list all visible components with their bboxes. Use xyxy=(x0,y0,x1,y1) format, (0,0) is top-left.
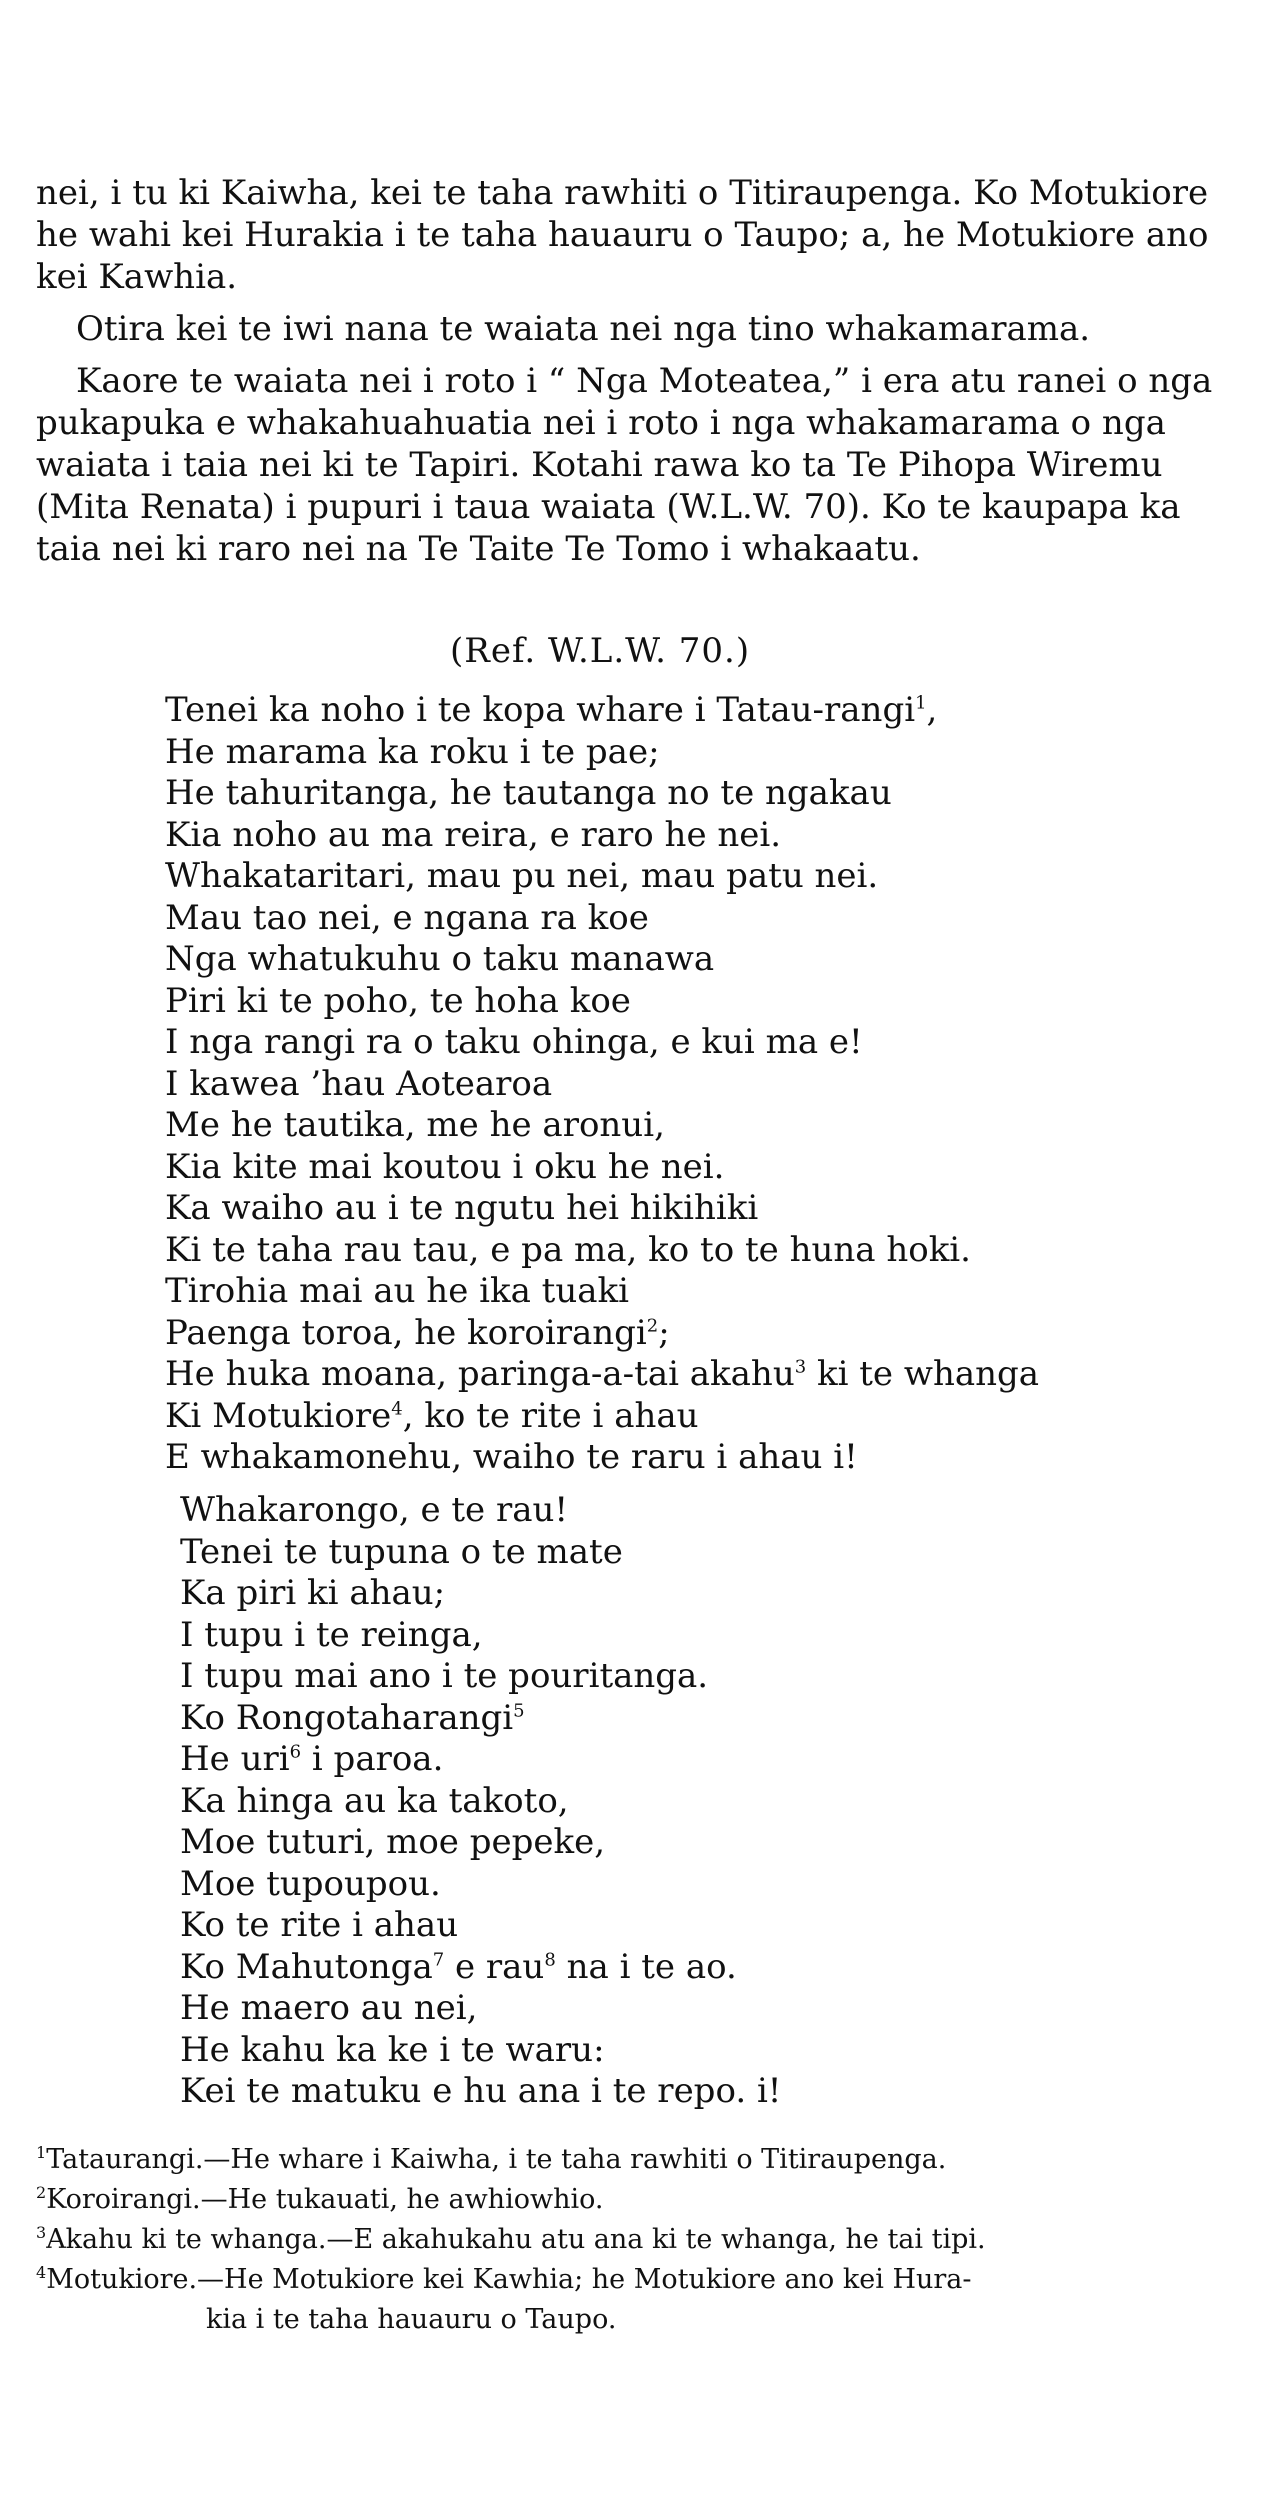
poem-line xyxy=(165,773,1215,815)
poem-line xyxy=(180,1905,1230,1947)
poem-line xyxy=(180,2071,1230,2113)
poem-line-text: I tupu mai ano i te pouritanga. xyxy=(180,1656,709,1696)
poem-line-text: E whakamonehu, waiho te raru i ahau i! xyxy=(165,1437,858,1477)
poem-line xyxy=(180,1988,1230,2030)
poem-line xyxy=(180,1698,1230,1740)
poem-line-text: Ko Mahutonga xyxy=(180,1946,433,1987)
poem-line xyxy=(180,1490,1230,1532)
poem-line xyxy=(165,1147,1215,1189)
poem-line-text: I tupu i te reinga, xyxy=(180,1614,483,1655)
footnote-reference: 8 xyxy=(544,1949,556,1971)
poem-line-text: I kawea ’hau Aotearoa xyxy=(165,1063,553,1104)
poem-line xyxy=(180,1864,1230,1906)
poem-line xyxy=(165,1188,1215,1230)
poem-line xyxy=(165,1354,1215,1396)
poem-line xyxy=(165,898,1215,940)
poem-line-text: He marama ka roku i te pae; xyxy=(165,731,660,772)
footnote-reference: 2 xyxy=(646,1315,659,1337)
footnote-marker: 3 xyxy=(36,2223,47,2242)
poem-line xyxy=(165,732,1215,774)
poem-line xyxy=(165,1437,1215,1479)
footnote-text-continued: kia i te taha hauauru o Taupo. xyxy=(206,2304,617,2335)
poem-line-text: Nga whatukuhu o taku manawa xyxy=(165,939,715,979)
footnote-marker: 1 xyxy=(36,2143,47,2162)
poem-line xyxy=(165,856,1215,898)
poem-line xyxy=(165,1396,1215,1438)
footnote-text: Akahu ki te whanga.—E akahukahu atu ana ki te whanga, he tai tipi. xyxy=(46,2224,986,2255)
poem-line xyxy=(165,1022,1215,1064)
poem-line xyxy=(180,1615,1230,1657)
footnotes xyxy=(36,2140,1236,2340)
poem-stanza-1 xyxy=(165,690,1215,1479)
footnote-item xyxy=(36,2140,1236,2180)
intro-paragraph-1: nei, i tu ki Kaiwha, kei te taha rawhiti o Titiraupenga. Ko Motukiore he wahi kei Hurakia i te taha hauauru o Taupo; a, he Motukiore ano kei Kawhia. xyxy=(36,173,1209,297)
poem-line-text: Whakarongo, e te rau! xyxy=(180,1490,569,1530)
poem-line xyxy=(180,2030,1230,2072)
poem-line-text: Ka hinga au ka takoto, xyxy=(180,1780,569,1821)
poem-line-text: Moe tupoupou. xyxy=(180,1863,441,1904)
poem-line-text: He maero au nei, xyxy=(180,1988,478,2028)
footnote-item xyxy=(36,2180,1236,2220)
poem-line-text: Kia noho au ma reira, e raro he nei. xyxy=(165,814,782,855)
poem-line xyxy=(180,1739,1230,1781)
intro-text xyxy=(36,172,1226,580)
poem-line-text: He huka moana, paringa-a-tai akahu xyxy=(165,1354,795,1394)
poem-line-text: Tirohia mai au he ika tuaki xyxy=(165,1271,629,1311)
poem-line-text: He tahuritanga, he tautanga no te ngakau xyxy=(165,773,892,813)
footnote-text: Koroirangi.—He tukauati, he awhiowhio. xyxy=(46,2184,604,2215)
footnote-reference: 5 xyxy=(513,1700,525,1722)
poem-line xyxy=(165,1230,1215,1272)
poem-line-text-continued: , xyxy=(926,690,938,730)
footnote-item xyxy=(36,2220,1236,2260)
intro-paragraph-3: Kaore te waiata nei i roto i “ Nga Moteatea,” i era atu ranei o nga pukapuka e whakahuahuatia nei i roto i nga whakamarama o nga waiata i taia nei ki te Tapiri. Kotahi rawa ko ta Te Pihopa Wiremu (Mita Renata) i pupuri i taua waiata (W.L.W. 70). Ko te kaupapa ka taia nei ki raro nei na Te Taite Te Tomo i whakaatu. xyxy=(36,361,1213,569)
intro-paragraph-2: Otira kei te iwi nana te waiata nei nga tino whakamarama. xyxy=(76,309,1091,349)
footnote-reference: 3 xyxy=(794,1356,807,1378)
poem-line xyxy=(165,1271,1215,1313)
poem-line-text: Mau tao nei, e ngana ra koe xyxy=(165,897,649,938)
poem-line xyxy=(180,1947,1230,1989)
footnote-marker: 4 xyxy=(36,2263,47,2282)
poem-line-text-continued: , ko te rite i ahau xyxy=(402,1395,699,1436)
poem-line-text: Moe tuturi, moe pepeke, xyxy=(180,1822,606,1862)
poem-line xyxy=(165,981,1215,1023)
footnote-reference: 7 xyxy=(432,1949,445,1971)
poem-line-text: Paenga toroa, he koroirangi xyxy=(165,1312,647,1353)
poem-line-text: Tenei te tupuna o te mate xyxy=(180,1531,623,1572)
poem-line-text-continued: na i te ao. xyxy=(555,1946,737,1987)
poem-line-text: Me he tautika, me he aronui, xyxy=(165,1105,665,1145)
footnote-text: Tataurangi.—He whare i Kaiwha, i te taha rawhiti o Titiraupenga. xyxy=(46,2144,947,2175)
footnote-reference: 1 xyxy=(915,692,927,714)
poem-line-text: Tenei ka noho i te kopa whare i Tatau-rangi xyxy=(165,690,916,730)
poem-line xyxy=(165,690,1215,732)
poem-line xyxy=(180,1532,1230,1574)
poem-line-text-continued: ; xyxy=(658,1312,670,1353)
poem-line xyxy=(180,1573,1230,1615)
poem-line-text: Ki te taha rau tau, e pa ma, ko to te huna hoki. xyxy=(165,1229,971,1270)
footnote-marker: 2 xyxy=(36,2183,47,2202)
poem-line xyxy=(180,1781,1230,1823)
poem-line-text: He uri xyxy=(180,1739,290,1779)
footnote-item xyxy=(36,2260,1236,2340)
poem-line-text: I nga rangi ra o taku ohinga, e kui ma e! xyxy=(165,1022,863,1062)
poem-stanza-2 xyxy=(180,1490,1230,2113)
poem-line xyxy=(165,1064,1215,1106)
poem-line-text: Kia kite mai koutou i oku he nei. xyxy=(165,1146,725,1187)
footnote-text: Motukiore.—He Motukiore kei Kawhia; he Motukiore ano kei Hura- xyxy=(46,2264,972,2295)
poem-line-text: Piri ki te poho, te hoha koe xyxy=(165,980,631,1021)
poem-line xyxy=(165,1313,1215,1355)
footnote-reference: 6 xyxy=(289,1741,302,1763)
poem-line-text: Whakataritari, mau pu nei, mau patu nei. xyxy=(165,856,879,896)
poem-line-text: Ko Rongotaharangi xyxy=(180,1697,514,1738)
poem-line xyxy=(180,1822,1230,1864)
poem-line xyxy=(180,1656,1230,1698)
poem-line-text: Ka waiho au i te ngutu hei hikihiki xyxy=(165,1188,759,1228)
poem-line-text-continued: i paroa. xyxy=(301,1739,444,1779)
poem-line-text: Kei te matuku e hu ana i te repo. i! xyxy=(180,2071,782,2111)
poem-line-text: Ko te rite i ahau xyxy=(180,1905,459,1945)
poem-line-text: Ki Motukiore xyxy=(165,1395,392,1436)
footnote-reference: 4 xyxy=(391,1398,403,1420)
reference-heading: (Ref. W.L.W. 70.) xyxy=(450,631,751,671)
poem-line-text-continued: ki te whanga xyxy=(806,1354,1040,1394)
poem-line xyxy=(165,1105,1215,1147)
poem-line-text: He kahu ka ke i te waru: xyxy=(180,2029,605,2070)
poem-line-text: Ka piri ki ahau; xyxy=(180,1573,446,1613)
poem-line xyxy=(165,939,1215,981)
poem-line-text-continued: e rau xyxy=(444,1946,545,1987)
poem-line xyxy=(165,815,1215,857)
